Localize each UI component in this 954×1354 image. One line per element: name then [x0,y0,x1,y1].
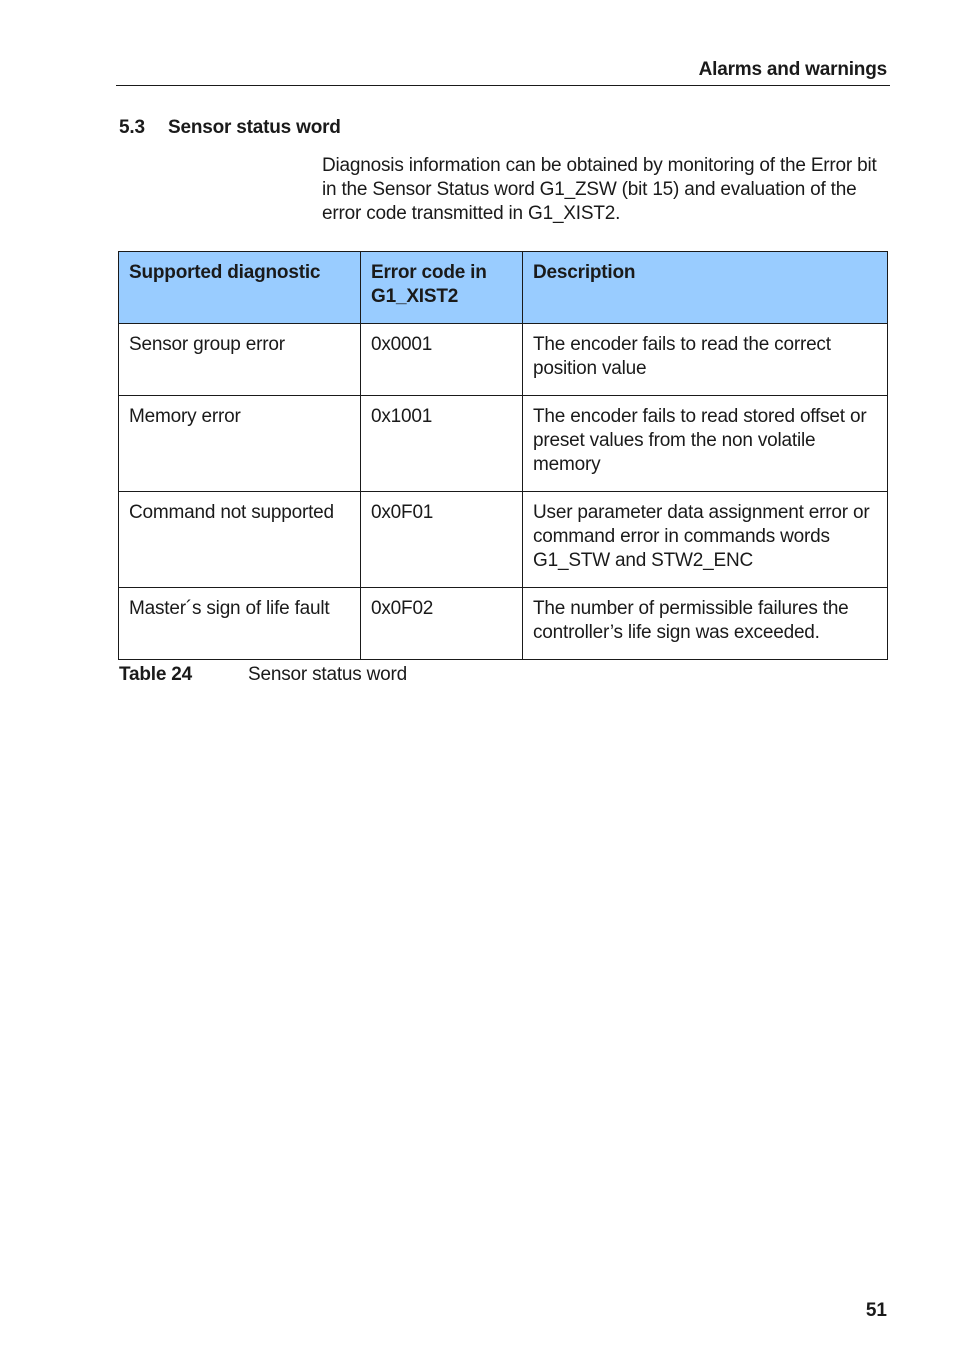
cell-diagnostic: Command not supported [119,492,361,588]
cell-error-code: 0x0F02 [361,588,523,660]
cell-error-code: 0x0001 [361,324,523,396]
header-error-code: Error code in G1_XIST2 [361,252,523,324]
cell-error-code: 0x0F01 [361,492,523,588]
header-description: Description [523,252,888,324]
header-supported-diagnostic: Supported diagnostic [119,252,361,324]
section-number: 5.3 [119,117,145,138]
running-header-title: Alarms and warnings [698,59,887,80]
cell-diagnostic: Memory error [119,396,361,492]
cell-diagnostic: Master´s sign of life fault [119,588,361,660]
cell-description: The number of permissible failures the controller’s life sign was exceeded. [523,588,888,660]
section-title: Sensor status word [168,117,341,138]
page-number: 51 [865,1300,887,1321]
cell-description: The encoder fails to read stored offset or preset values from the non volatile memory [523,396,888,492]
cell-diagnostic: Sensor group error [119,324,361,396]
running-header [116,58,890,86]
cell-description: User parameter data assignment error or command error in commands words G1_STW and STW2_ENC [523,492,888,588]
table-caption-text: Sensor status word [248,664,408,685]
table-row [119,324,888,396]
cell-description: The encoder fails to read the correct position value [523,324,888,396]
table-row [119,588,888,660]
intro-paragraph: Diagnosis information can be obtained by monitoring of the Error bit in the Sensor Status word G1_ZSW (bit 15) and evaluation of the error code transmitted in G1_XIST2. [322,155,877,224]
table-row [119,396,888,492]
section-heading [119,117,341,139]
table-row [119,492,888,588]
table-caption-label: Table 24 [119,664,193,685]
table-caption [119,664,407,686]
sensor-status-table [118,251,888,660]
table-header-row [119,252,888,324]
cell-error-code: 0x1001 [361,396,523,492]
